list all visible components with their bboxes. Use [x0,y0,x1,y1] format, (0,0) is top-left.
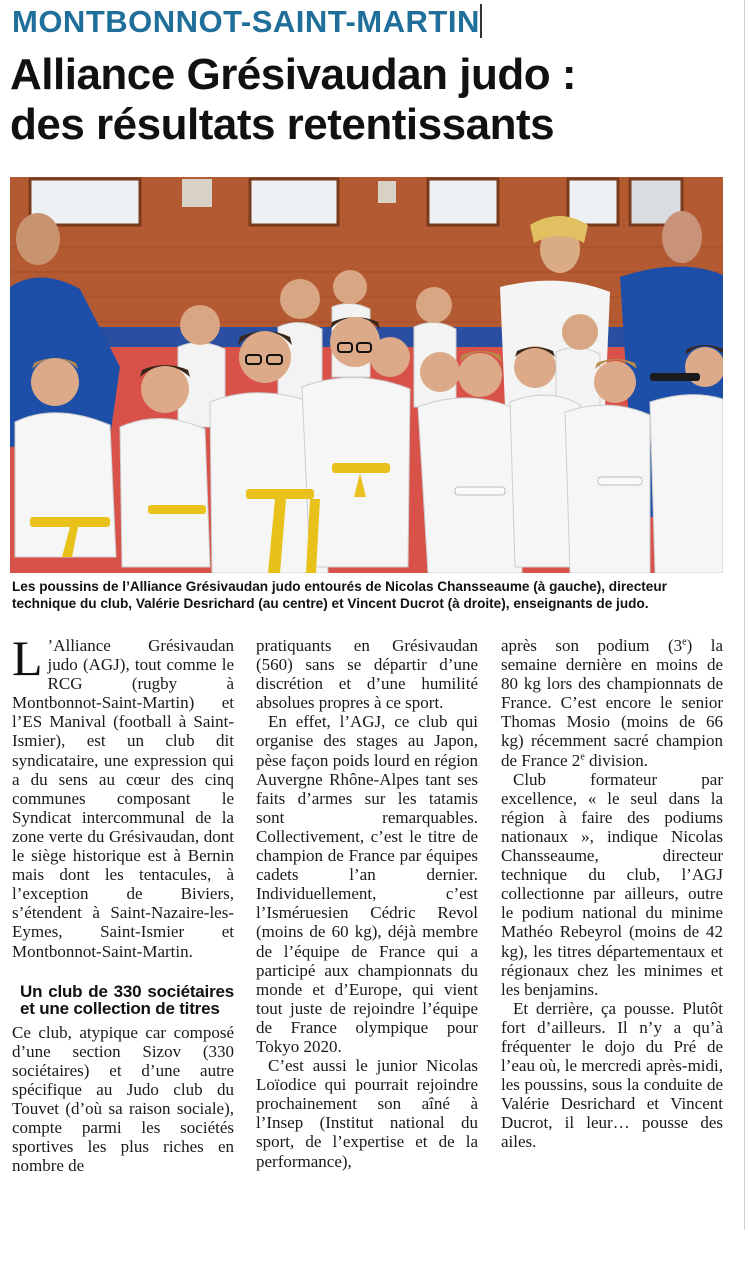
paragraph: Ce club, atypique car composé d’une section Sizov (330 sociétaires) et d’une autre spécifique au Judo club du Touvet (d’où sa raison sociale), compte parmi les sociétés sportives les plus riches en nombre de [12,1022,234,1176]
lead-paragraph [12,630,234,961]
headline-line-1: Alliance Grésivaudan judo : [10,50,576,99]
article-subhead: Un club de 330 sociétaires et une collection de titres [20,981,234,1018]
photo-illustration [10,177,723,573]
article-column-3 [501,636,723,1152]
paragraph: pratiquants en Grésivaudan (560) sans se départir d’une discrétion et d’une humilité absolues propres à ce sport. [256,636,478,713]
section-kicker: MONTBONNOT-SAINT-MARTIN [12,4,480,39]
paragraph: C’est aussi le junior Nicolas Loïodice qui pourrait rejoindre prochainement son aîné à l’Insep (Institut national du sport, de l’expertise et de la performance), [256,1056,478,1171]
paragraph: Club formateur par excellence, « le seul dans la région à faire des podiums nationaux », indique Nicolas Chansseaume, directeur technique du club, l’AGJ collectionne par ailleurs, outre le podium national du minime Mathéo Rebeyrol (moins de 42 kg), les titres départementaux et régionaux chez les minimes et les benjamins. [501,769,723,999]
headline [10,50,650,150]
paragraph-text: ) la semaine dernière en moins de 80 kg lors des championnats de France. C’est encore le senior Thomas Mosio (moins de 66 kg) récemment sacré champion de France 2 [501,636,723,770]
paragraph-text: division. [584,750,649,770]
kicker-divider [480,4,482,38]
lead-paragraph-text: ’Alliance Grésivaudan judo (AGJ), tout comme le RCG (rugby à Montbonnot-Saint-Martin) et l’ES Manival (football à Saint-Ismier), est un club dit syndicataire, une expression qui a du sens au cœur des cinq communes composant le Syndicat intercommunal de la zone verte du Grésivaudan, dont le siège historique est à Bernin mais dont les tentacules, à l’exception de Biviers, s’étendent à Saint-Nazaire-les-Eymes, Saint-Ismier et Montbonnot-Saint-Martin. [12,636,234,961]
page-edge-rule [744,0,745,1230]
article-photo [10,177,723,573]
headline-line-2: des résultats retentissants [10,100,555,149]
paragraph: Et derrière, ça pousse. Plutôt fort d’ailleurs. Il n’y a qu’à fréquenter le dojo du Pré de l’eau où, le mercredi après-midi, les poussins, sous la conduite de Valérie Desrichard et Vincent Ducrot, il leur… pousse des ailes. [501,998,723,1152]
drop-cap: L [12,630,43,686]
article-column-2 [256,636,478,1171]
paragraph [501,636,723,770]
superscript: e [580,750,585,762]
superscript: e [682,636,687,648]
photo-caption: Les poussins de l’Alliance Grésivaudan judo entourés de Nicolas Chansseaume (à gauche), directeur technique du club, Valérie Desrichard (au centre) et Vincent Ducrot (à droite), enseignants de judo. [12,579,667,611]
article-column-1 [12,630,234,1176]
paragraph-text: après son podium (3 [501,636,683,655]
paragraph: En effet, l’AGJ, ce club qui organise des stages au Japon, pèse façon poids lourd en région Auvergne Rhône-Alpes tant ses faits d’armes sur les tatamis sont remarquables. Collectivement, c’est le titre de champion de France par équipes cadets l’an dernier. Individuellement, c’est l’Isméruesien Cédric Revol (moins de 60 kg), déjà membre de l’équipe de France qui a participé aux championnats du monde et d’Europe, qui vient tout juste de rejoindre l’équipe de France olympique pour Tokyo 2020. [256,712,478,1056]
